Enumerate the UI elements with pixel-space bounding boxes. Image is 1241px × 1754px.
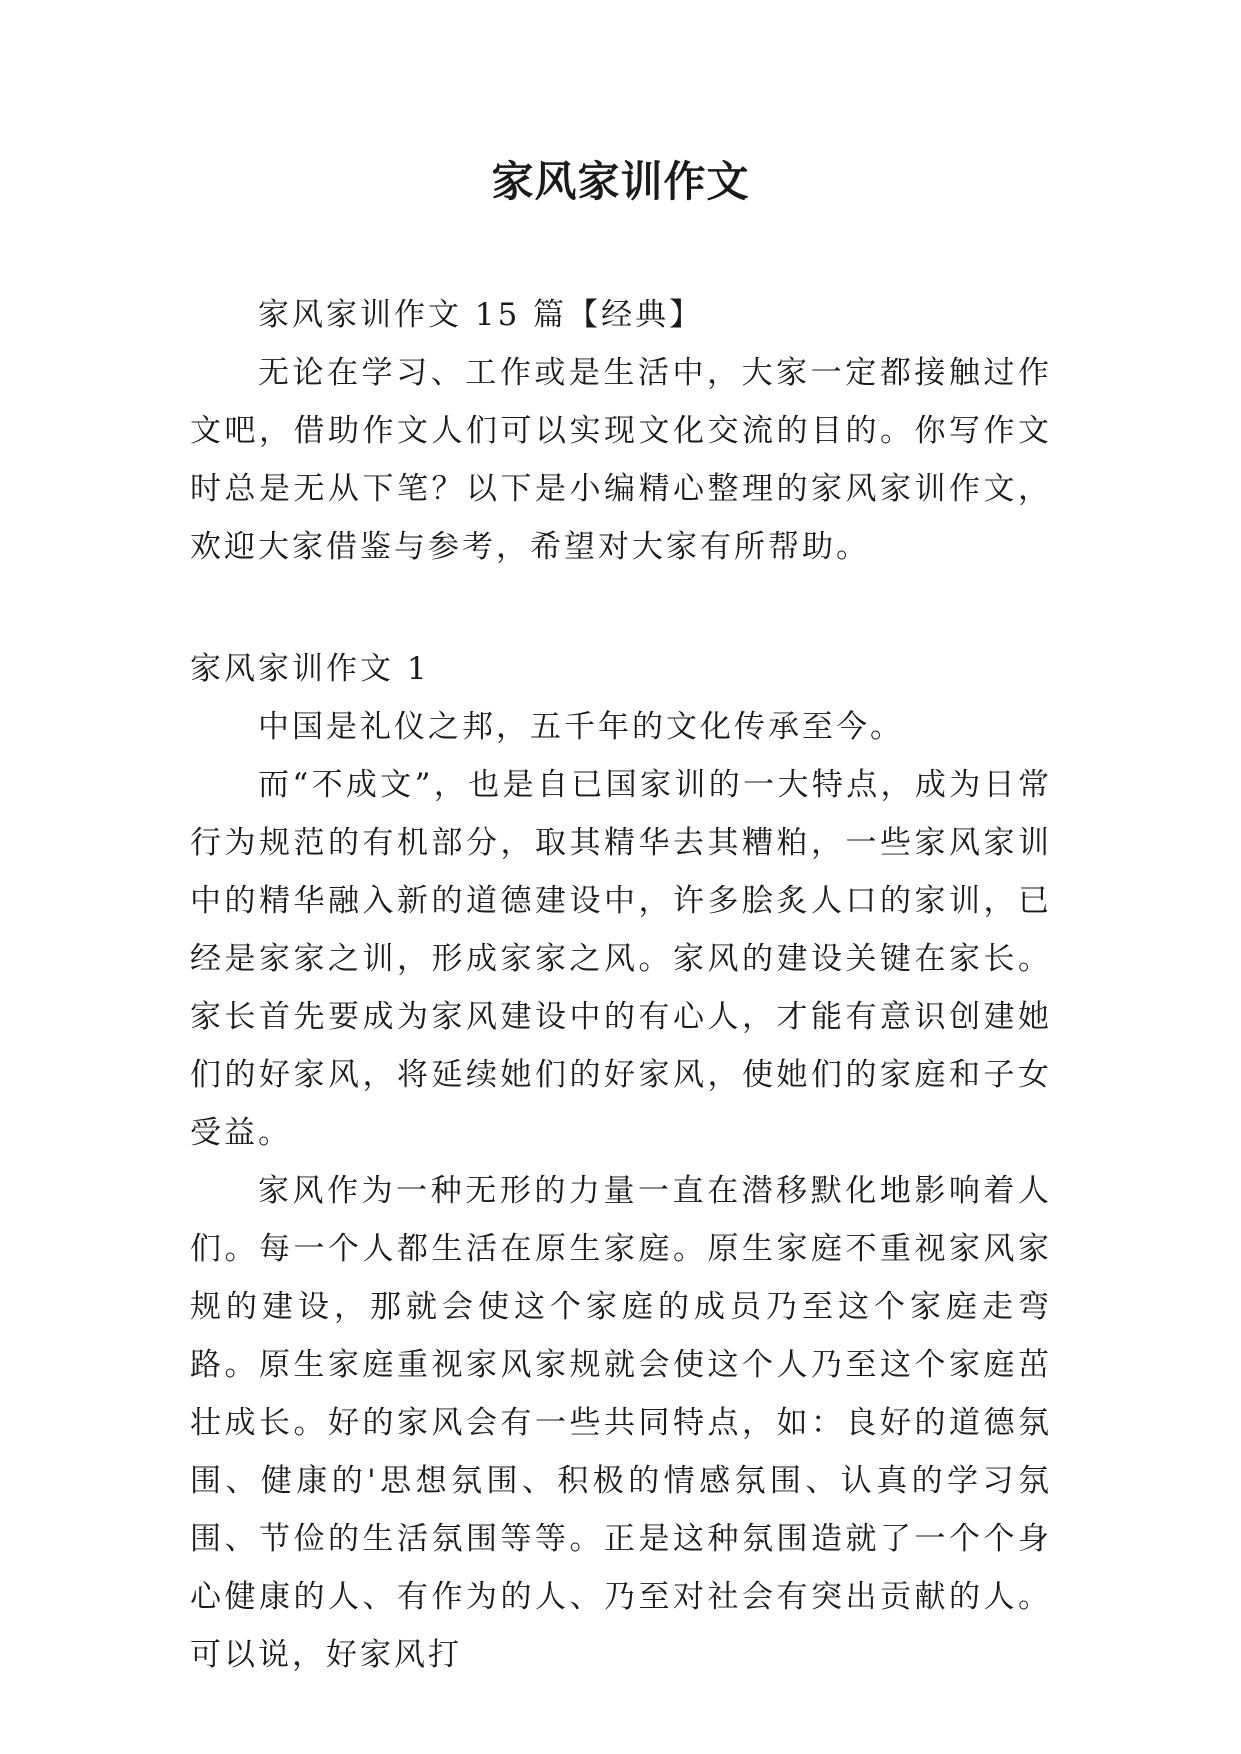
essay-paragraph-2: 而“不成文”，也是自已国家训的一大特点，成为日常行为规范的有机部分，取其精华去其糟粕，一些家风家训中的精华融入新的道德建设中，许多脍炙人口的家训，已经是家家之训，形成家家之风。家风的建设关键在家长。家长首先要成为家风建设中的有心人，才能有意识创建她们的好家风，将延续她们的好家风，使她们的家庭和子女受益。 [190, 767, 1052, 1151]
essay-section-1 [190, 640, 1052, 1684]
document-title: 家风家训作文 [491, 157, 750, 206]
intro-paragraph: 无论在学习、工作或是生活中，大家一定都接触过作文吧，借助作文人们可以实现文化交流的目的。你写作文时总是无从下笔？以下是小编精心整理的家风家训作文，欢迎大家借鉴与参考，希望对大家有所帮助。 [190, 355, 1052, 565]
essay-paragraph-3: 家风作为一种无形的力量一直在潜移默化地影响着人们。每一个人都生活在原生家庭。原生家庭不重视家风家规的建设，那就会使这个家庭的成员乃至这个家庭走弯路。原生家庭重视家风家规就会使这个人乃至这个家庭茁壮成长。好的家风会有一些共同特点，如：良好的道德氛围、健康的'思想氛围、积极的情感氛围、认真的学习氛围、节俭的生活氛围等等。正是这种氛围造就了一个个身心健康的人、有作为的人、乃至对社会有突出贡献的人。可以说，好家风打 [190, 1173, 1052, 1673]
intro-subtitle: 家风家训作文 15 篇【经典】 [258, 297, 704, 333]
intro-section [190, 286, 1052, 576]
essay-paragraph-1: 中国是礼仪之邦，五千年的文化传承至今。 [258, 709, 904, 745]
essay-heading: 家风家训作文 1 [190, 651, 430, 687]
